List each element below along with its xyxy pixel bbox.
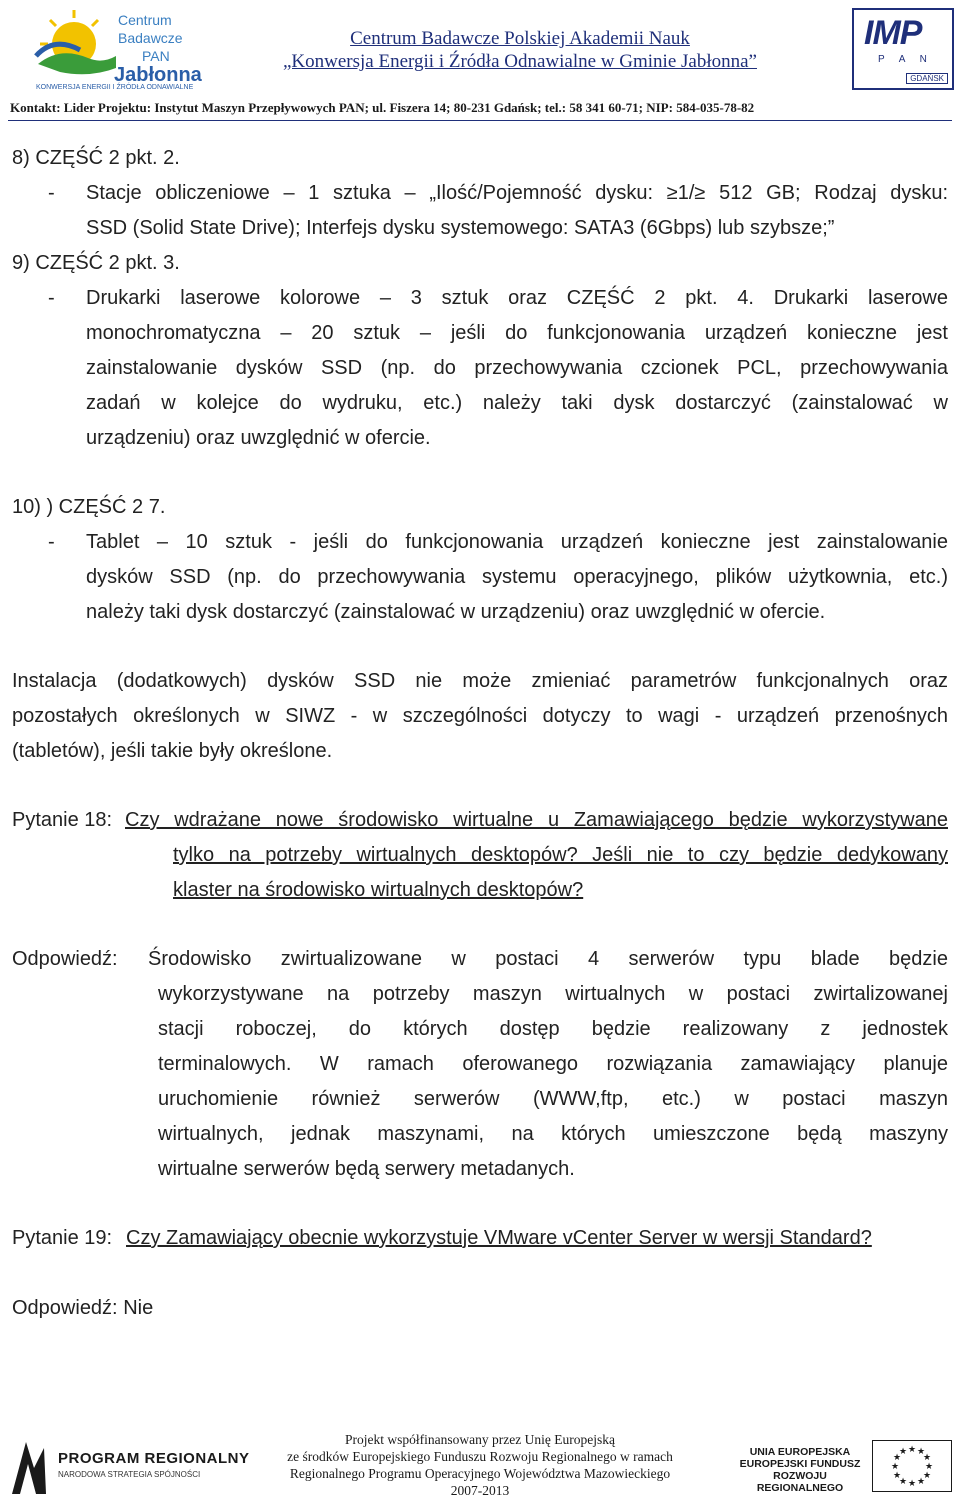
- logo-line4: Jabłonna: [114, 64, 202, 86]
- question-18-line-3: [173, 873, 948, 908]
- answer-18-line-2: wykorzystywane na potrzeby maszyn wirtualnych w postaci zwirtalizowanej: [158, 983, 948, 1005]
- section-9-line-4: zadań w kolejce do wydruku, etc.) należy taki dysk dostarczyć (zainstalować w: [86, 392, 948, 414]
- eu-flag: [872, 1440, 952, 1492]
- svg-text:★: ★: [892, 1471, 902, 1481]
- section-8-line-1: Stacje obliczeniowe – 1 sztuka – „Ilość/Pojemność dysku: ≥1/≥ 512 GB; Rodzaj dysku:: [86, 182, 948, 204]
- section-8-line-2: SSD (Solid State Drive); Interfejs dysku systemowego: SATA3 (6Gbps) lub szybsze;”: [86, 217, 835, 239]
- question-19-line: [126, 1221, 948, 1256]
- answer-18-line-5: uruchomienie również serwerów (WWW,ftp, etc.) w postaci maszyn: [158, 1088, 948, 1110]
- logo-line3: PAN: [142, 48, 170, 64]
- bullet-dash: -: [48, 287, 55, 309]
- bullet-dash: -: [48, 531, 55, 553]
- installation-line-2: pozostałych określonych w SIWZ - w szczególności dotyczy to wagi - urządzeń przenośnych: [12, 705, 948, 727]
- section-9-line-2: monochromatyczna – 20 sztuk – jeśli do funkcjonowania urządzeń konieczne jest: [86, 322, 948, 344]
- eu-fund-text: [730, 1446, 870, 1494]
- section-10-line-2: dysków SSD (np. do przechowywania systemu operacyjnego, plików użytkownia, etc.): [86, 566, 948, 588]
- answer-18-line-6: wirtualnych, jednak maszynami, na których umieszczone będą maszyny: [158, 1123, 948, 1145]
- header-title-1: Centrum Badawcze Polskiej Akademii Nauk: [350, 28, 690, 49]
- imp-pan-logo: [852, 8, 954, 90]
- question-18-text-3: klaster na środowisko wirtualnych desktopów?: [173, 879, 584, 901]
- answer-19-text: Nie: [123, 1297, 154, 1319]
- program-regionalny-icon: [6, 1438, 50, 1496]
- question-19-text: Czy Zamawiający obecnie wykorzystuje VMware vCenter Server w wersji Standard?: [126, 1227, 872, 1249]
- answer-18-line-4: terminalowych. W ramach oferowanego rozwiązania zamawiający planuje: [158, 1053, 948, 1075]
- eu-line-3: ROZWOJU REGIONALNEGO: [756, 1470, 844, 1494]
- svg-text:★: ★: [922, 1471, 932, 1481]
- footer-line-4: 2007-2013: [450, 1483, 510, 1498]
- gdansk-logo-text: GDAŃSK: [906, 73, 948, 84]
- header-divider: [8, 120, 952, 121]
- installation-line-1: Instalacja (dodatkowych) dysków SSD nie może zmieniać parametrów funkcjonalnych oraz: [12, 670, 948, 692]
- question-19-label: Pytanie 19:: [12, 1227, 113, 1249]
- footer-line-3: Regionalnego Programu Operacyjnego Województwa Mazowieckiego: [289, 1466, 671, 1481]
- eu-line-2: EUROPEJSKI FUNDUSZ: [739, 1458, 861, 1470]
- answer-19: [12, 1291, 312, 1326]
- section-10-heading: 10) ) CZĘŚĆ 2 7.: [12, 496, 166, 518]
- imp-logo-text: IMP: [864, 14, 922, 52]
- question-18-line-1: [125, 803, 948, 838]
- section-9-line-1: Drukarki laserowe kolorowe – 3 sztuk oraz CZĘŚĆ 2 pkt. 4. Drukarki laserowe: [86, 287, 948, 309]
- question-18-line-2: [173, 838, 948, 873]
- question-18-label: Pytanie 18:: [12, 809, 113, 831]
- svg-text:★: ★: [890, 1462, 900, 1472]
- svg-text:★: ★: [898, 1477, 908, 1487]
- answer-18-line-3: stacji roboczej, do których dostęp będzie realizowany z jednostek: [158, 1018, 948, 1040]
- section-10-line-1: Tablet – 10 sztuk - jeśli do funkcjonowania urządzeń konieczne jest zainstalowanie: [86, 531, 948, 553]
- contact-line: Kontakt: Lider Projektu: Instytut Maszyn Przepływowych PAN; ul. Fiszera 14; 80-231 Gdańsk; tel.: 58 341 60-71; NIP: 584-035-78-82: [10, 100, 755, 115]
- section-10-line-3: należy taki dysk dostarczyć (zainstalować w urządzeniu) oraz uwzględnić w ofercie.: [86, 601, 826, 623]
- svg-text:★: ★: [892, 1453, 902, 1463]
- question-18-text-1: Czy wdrażane nowe środowisko wirtualne u Zamawiającego będzie wykorzystywane: [125, 809, 948, 831]
- svg-text:★: ★: [907, 1479, 917, 1489]
- svg-text:★: ★: [898, 1447, 908, 1457]
- answer-18-line-1: Środowisko zwirtualizowane w postaci 4 serwerów typu blade będzie: [148, 948, 948, 970]
- section-9-line-3: zainstalowanie dysków SSD (np. do przechowywania czcionek PCL, przechowywania: [86, 357, 948, 379]
- centrum-badawcze-logo: [30, 6, 202, 91]
- installation-line-3: (tabletów), jeśli takie były określone.: [12, 740, 333, 762]
- program-regionalny-subtitle: NARODOWA STRATEGIA SPÓJNOŚCI: [58, 1470, 201, 1479]
- footer-line-2: ze środków Europejskiego Funduszu Rozwoju Regionalnego w ramach: [287, 1449, 673, 1464]
- svg-text:★: ★: [916, 1477, 926, 1487]
- footer-line-1: Projekt współfinansowany przez Unię Europejską: [345, 1432, 615, 1447]
- question-18-text-2: tylko na potrzeby wirtualnych desktopów? Jeśli nie to czy będzie dedykowany: [173, 844, 948, 866]
- logo-line2: Badawcze: [118, 30, 183, 46]
- program-regionalny-title: PROGRAM REGIONALNY: [58, 1450, 250, 1467]
- bullet-dash: -: [48, 182, 55, 204]
- svg-text:★: ★: [916, 1447, 926, 1457]
- svg-text:★: ★: [922, 1453, 932, 1463]
- program-regionalny-logo: [6, 1438, 256, 1496]
- section-8-heading: 8) CZĘŚĆ 2 pkt. 2.: [12, 147, 180, 169]
- sun-logo-icon: [30, 6, 120, 84]
- section-9-line-5: urządzeniu) oraz uwzględnić w ofercie.: [86, 427, 431, 449]
- logo-line1: Centrum: [118, 12, 172, 28]
- section-9-heading: 9) CZĘŚĆ 2 pkt. 3.: [12, 252, 180, 274]
- svg-text:★: ★: [907, 1445, 917, 1455]
- logo-subtitle: KONWERSJA ENERGII I ŹRÓDŁA ODNAWIALNE: [36, 84, 194, 91]
- pan-logo-text: P A N: [878, 54, 933, 65]
- answer-18-line-7: wirtualne serwerów będą serwery metadanych.: [158, 1158, 575, 1180]
- answer-19-label: Odpowiedź:: [12, 1297, 118, 1319]
- eu-line-1: UNIA EUROPEJSKA: [749, 1446, 851, 1458]
- header-title-2: „Konwersja Energii i Źródła Odnawialne w Gminie Jabłonna”: [283, 51, 757, 72]
- eu-stars-icon: [872, 1440, 952, 1492]
- footer-cofinancing: [240, 1431, 720, 1499]
- answer-18-label: Odpowiedź:: [12, 948, 118, 970]
- svg-text:★: ★: [924, 1462, 934, 1472]
